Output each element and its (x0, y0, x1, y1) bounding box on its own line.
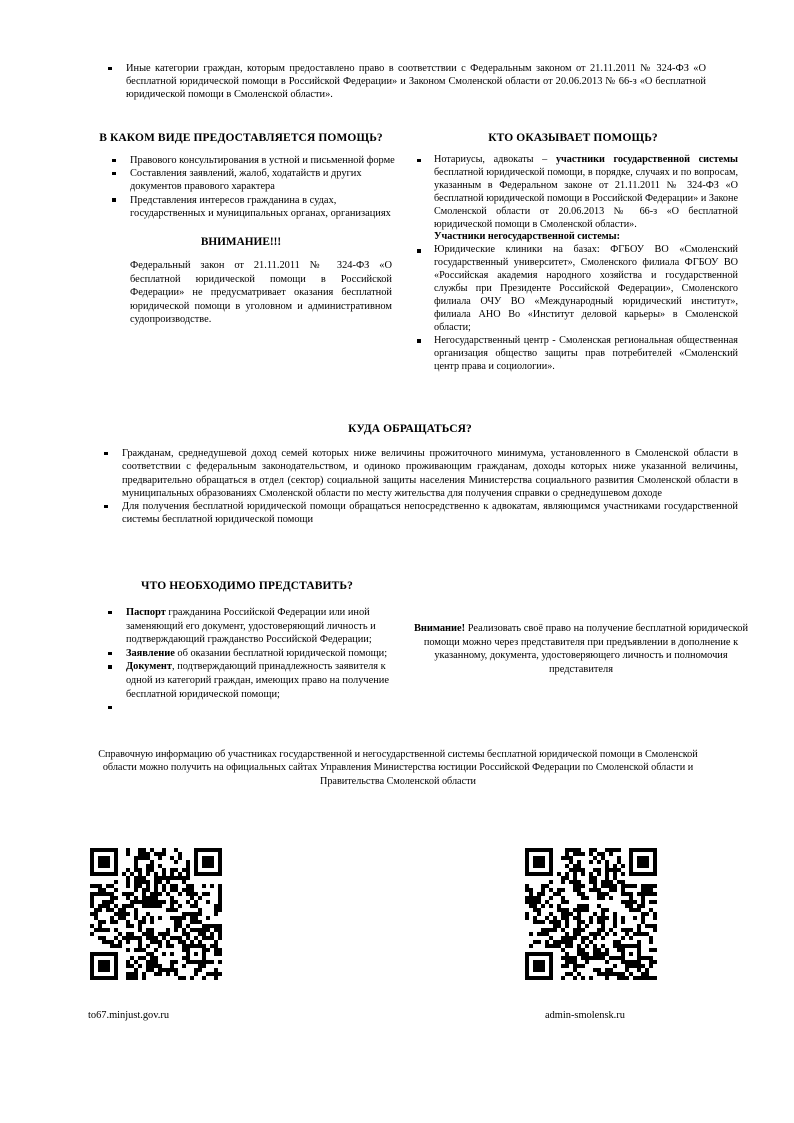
qr-block-minjust (90, 848, 222, 1021)
forms-bullet-list (82, 154, 400, 220)
section-where-to-apply (82, 423, 738, 527)
list-item: Иные категории граждан, которым предоставлено право в соответствии с Федеральным законом от 21.11.2011 № 324-ФЗ «О бесплатной юридической помощи в Российской Федерации» и Законом Смоленской области от 20.06.2013 № 66-з «О бесплатной юридической помощи в Смоленской области». (96, 62, 706, 102)
where-bullet-list (82, 447, 738, 527)
section-who-provides-help (408, 132, 738, 373)
list-item-empty (82, 701, 412, 713)
where-list-wrapper (82, 447, 738, 527)
providers-bullet-list-nonstate (408, 244, 738, 373)
intro-bullet-list (96, 62, 706, 102)
qr-code-image (90, 848, 222, 980)
list-item (408, 154, 738, 231)
list-item: Юридические клиники на базах: ФГБОУ ВО «Смоленский государственный университет», Смоленского филиала ФГБОУ ВО «Российская академия народного хозяйства и государственной службы при Президенте Российской Федерации», Смоленского филиала ОЧУ ВО «Международный юридический институт», филиала АНО Во «Институт деловой карьеры» в Смоленской области; (408, 244, 738, 334)
doc-text: гражданина Российской Федерации или иной заменяющий его документ, удостоверяющий личность и подтверждающий гражданство Российской Федерации; (126, 607, 376, 646)
qr-caption: to67.minjust.gov.ru (88, 1010, 170, 1021)
notice-label: Внимание! (413, 623, 466, 634)
bullet-lead-text: Нотариусы, адвокаты – (434, 154, 556, 165)
doc-label: Документ (126, 661, 173, 673)
section-heading: КТО ОКАЗЫВАЕТ ПОМОЩЬ? (488, 132, 658, 144)
qr-caption: admin-smolensk.ru (545, 1010, 625, 1021)
list-item (82, 647, 412, 661)
qr-block-admin-smolensk (525, 848, 657, 1021)
attention-heading: ВНИМАНИЕ!!! (200, 236, 282, 249)
bullet-bold-text: участники государственной системы (555, 154, 738, 165)
section-heading: В КАКОМ ВИДЕ ПРЕДОСТАВЛЯЕТСЯ ПОМОЩЬ? (99, 132, 383, 144)
forms-list-wrapper (82, 154, 400, 220)
section-required-documents (82, 580, 412, 713)
providers-subheading: Участники негосударственной системы: (434, 231, 621, 243)
qr-code-image (525, 848, 657, 980)
providers-bullet-list-state (408, 154, 738, 231)
list-item: Правового консультирования в устной и письменной форме (82, 154, 400, 167)
qr-code-section (0, 848, 794, 1048)
intro-section (96, 62, 706, 102)
doc-label: Паспорт (126, 607, 166, 618)
list-item: Для получения бесплатной юридической помощи обращаться непосредственно к адвокатам, являющимся участниками государственной системы бесплатной юридической помощи (82, 500, 738, 527)
providers-list-wrapper (408, 154, 738, 373)
doc-text: , подтверждающий принадлежность заявителя к одной из категорий граждан, имеющих право на получение бесплатной юридической помощи; (126, 661, 389, 700)
notice-body: Реализовать своё право на получение бесплатной юридической помощи можно через представителя при предъявлении в дополнение к указанному, документа, удостоверяющего личность и полномочия представителя (423, 623, 749, 675)
docs-bullet-list (82, 606, 412, 713)
bullet-rest-text: бесплатной юридической помощи, в порядке, случаях и по вопросам, указанным в Федеральном законе от 21.11.2011 № 324-ФЗ «О бесплатной юридической помощи в Российской Федерации» и Законе Смоленской области от 20.06.2013 № 66-з «О бесплатной юридической помощи в Смоленской области». (434, 166, 738, 230)
list-item (82, 606, 412, 647)
list-item (82, 660, 412, 701)
section-forms-of-help (82, 132, 400, 327)
list-item: Представления интересов гражданина в судах, государственных и муниципальных органах, организациях (82, 194, 400, 220)
docs-list-wrapper (82, 606, 412, 713)
notice-representative (406, 622, 756, 676)
footnote-reference-info: Справочную информацию об участниках государственной и негосударственной системы бесплатной юридической помощи в Смоленской области можно получить на официальных сайтах Управления Министерства юстиции Российской Федерации по Смоленской области и Правительства Смоленской области (98, 749, 698, 787)
doc-text: об оказании бесплатной юридической помощи; (174, 647, 388, 659)
doc-label: Заявление (126, 647, 175, 659)
attention-body: Федеральный закон от 21.11.2011 № 324-ФЗ «О бесплатной юридической помощи в Российской Федерации» не предусматривает оказания бесплатной юридической помощи в уголовном и административном судопроизводстве. (130, 260, 392, 326)
list-item: Негосударственный центр - Смоленская региональная общественная организация общество защиты прав потребителей «Смоленский центр права и социологии». (408, 335, 738, 374)
section-heading: КУДА ОБРАЩАТЬСЯ? (348, 423, 472, 435)
list-item: Гражданам, среднедушевой доход семей которых ниже величины прожиточного минимума, установленного в Смоленской области в соответствии с федеральным законодательством, и одиноко проживающим гражданам, доходы которых ниже указанной величины, предварительно обращаться в отдел (сектор) социальной защиты населения Министерства социального развития Смоленской области в муниципальных образованиях Смоленской области по месту жительства для получения справки о среднедушевом доходе (82, 447, 738, 500)
list-item: Составления заявлений, жалоб, ходатайств и других документов правового характера (82, 167, 400, 193)
section-heading: ЧТО НЕОБХОДИМО ПРЕДСТАВИТЬ? (141, 580, 353, 592)
